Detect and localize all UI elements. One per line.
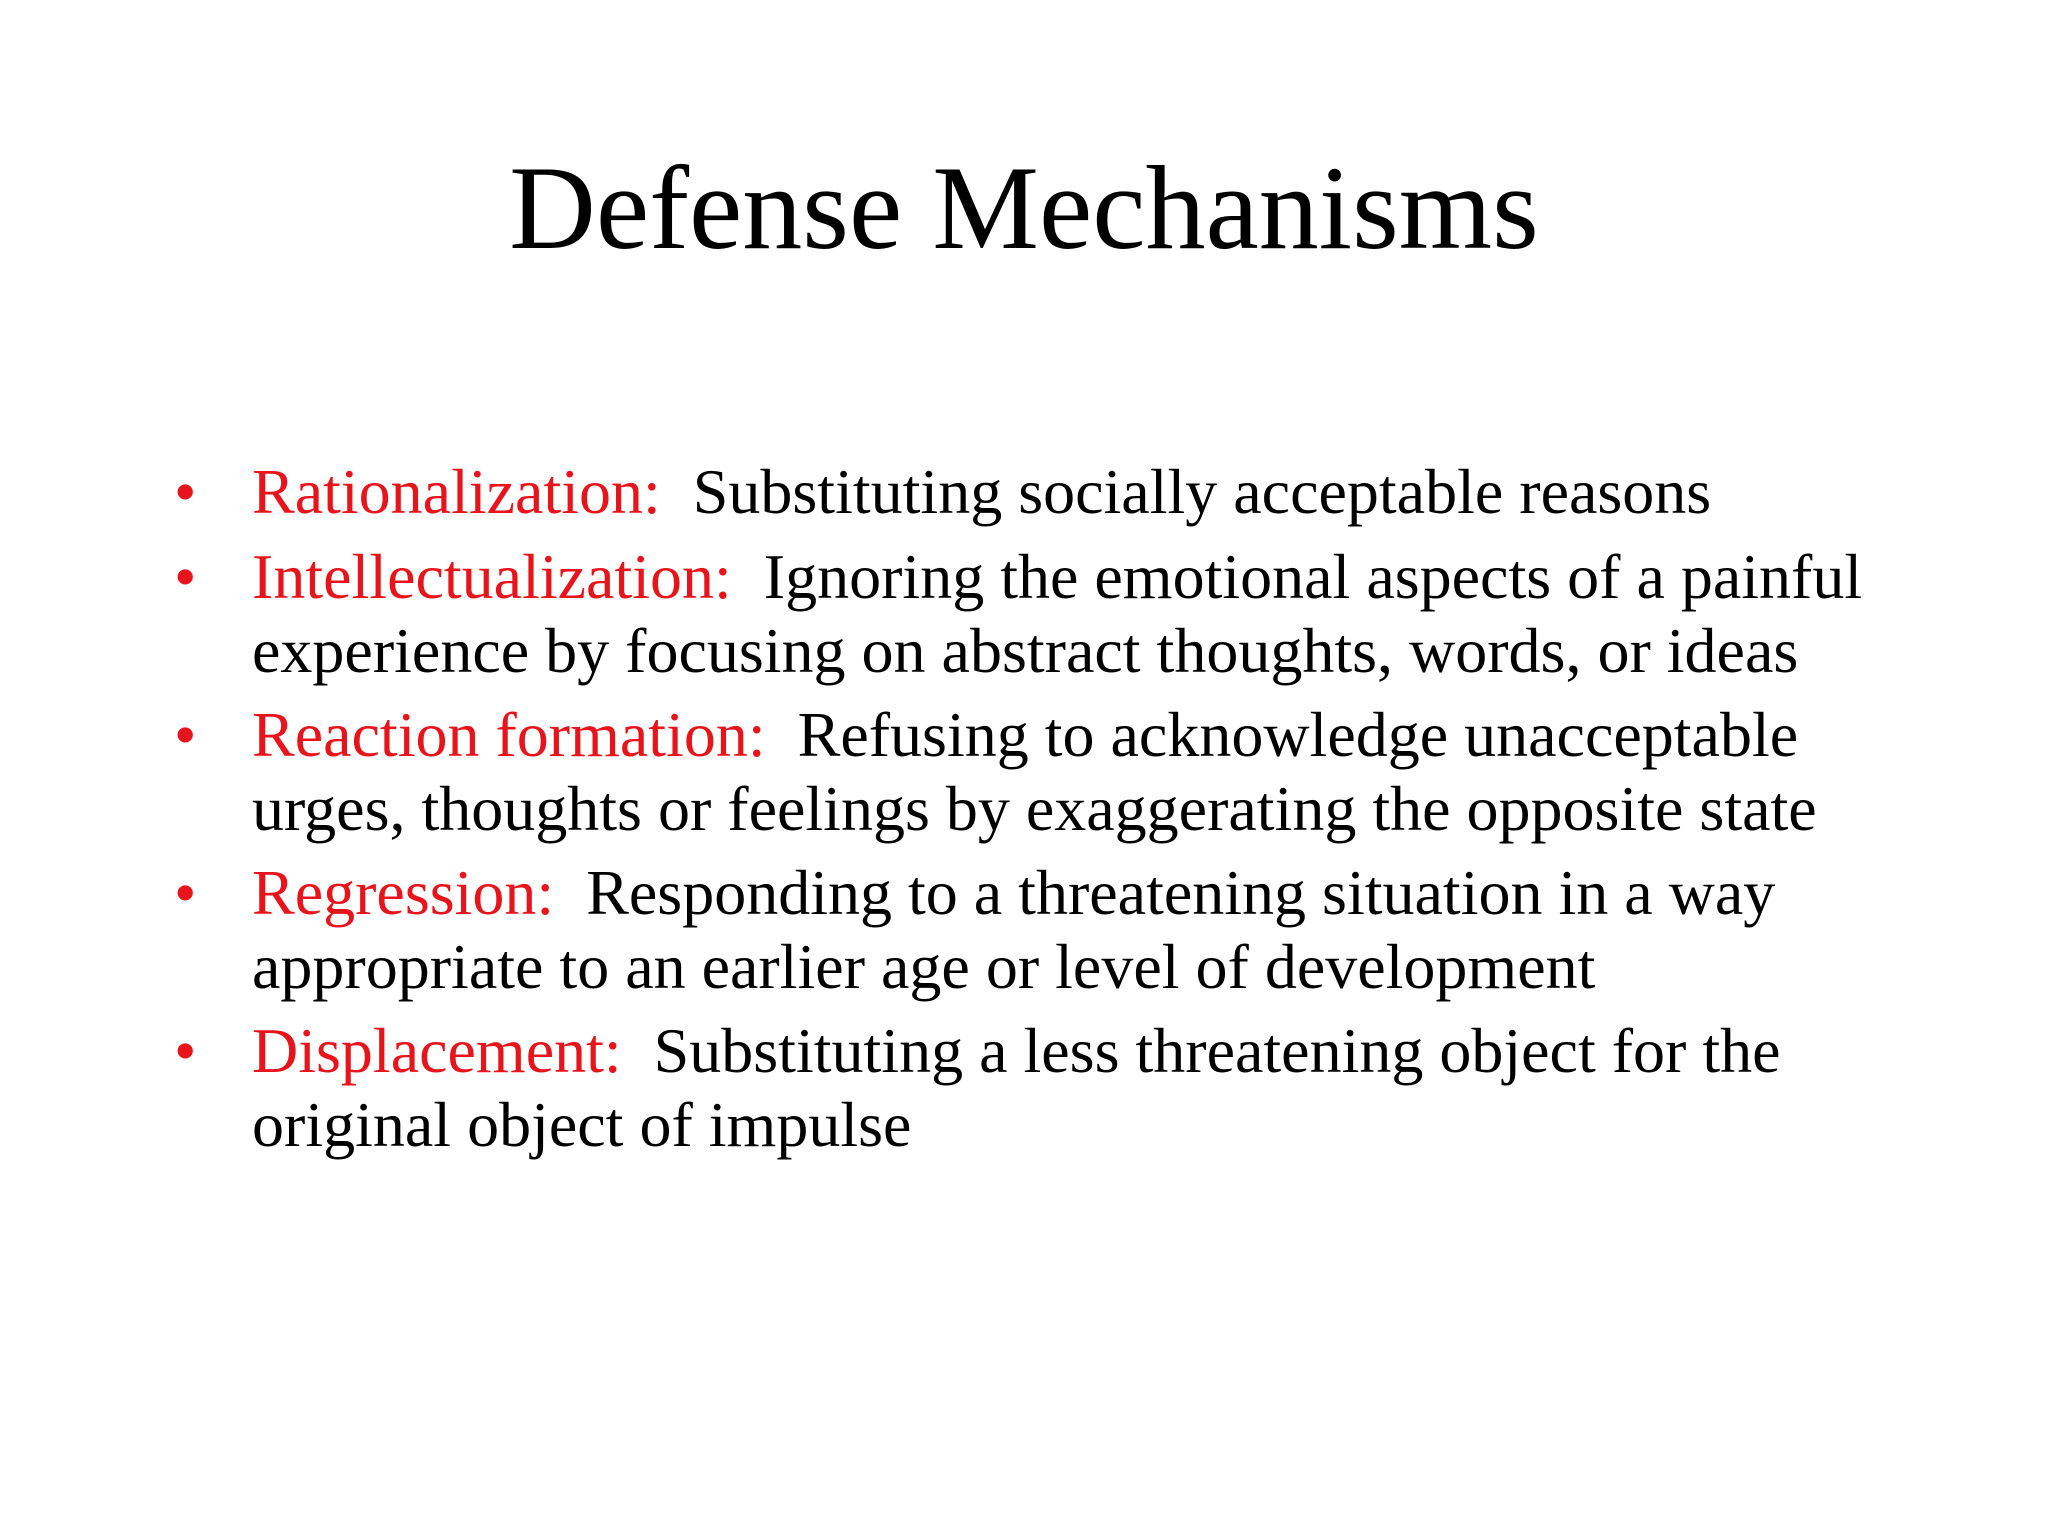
- term-label: Reaction formation:: [252, 699, 766, 770]
- bullet-item-intellectualization: [174, 540, 1874, 688]
- bullet-list: [174, 455, 1874, 1172]
- term-label: Displacement:: [252, 1015, 622, 1086]
- definition-text: Ignoring the emotional aspects of a painful experience by focusing on abstract thoughts, words, or ideas: [252, 541, 1863, 686]
- bullet-item-rationalization: [174, 455, 1874, 529]
- bullet-dot-icon: •: [174, 456, 197, 527]
- definition-text: Responding to a threatening situation in a way appropriate to an earlier age or level of development: [252, 857, 1776, 1002]
- term-label: Regression:: [252, 857, 555, 928]
- bullet-dot-icon: •: [174, 1015, 197, 1086]
- bullet-item-reaction-formation: [174, 698, 1874, 846]
- definition-text: Substituting socially acceptable reasons: [692, 456, 1712, 527]
- bullet-item-regression: [174, 856, 1874, 1004]
- slide-title: Defense Mechanisms: [509, 141, 1539, 274]
- bullet-dot-icon: •: [174, 699, 197, 770]
- definition-text: Refusing to acknowledge unacceptable urges, thoughts or feelings by exaggerating the opposite state: [252, 699, 1817, 844]
- term-label: Rationalization:: [252, 456, 661, 527]
- term-label: Intellectualization:: [252, 541, 732, 612]
- bullet-dot-icon: •: [174, 541, 197, 612]
- bullet-dot-icon: •: [174, 857, 197, 928]
- bullet-item-displacement: [174, 1014, 1874, 1162]
- definition-text: Substituting a less threatening object for the original object of impulse: [252, 1015, 1781, 1160]
